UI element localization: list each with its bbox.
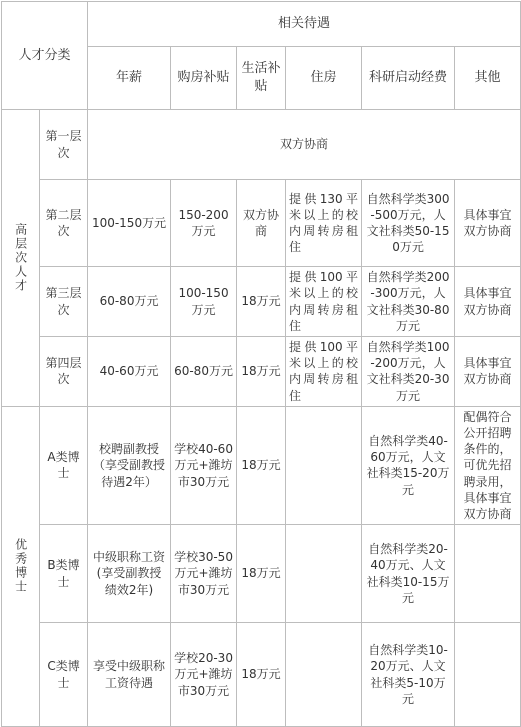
header-housing: 住房 [286, 47, 362, 110]
group-doctor-label: 优秀博士 [13, 538, 28, 595]
other-cell: 配偶符合公开招聘条件的，可优先招聘录用，具体事宜双方协商 [455, 406, 521, 524]
research-cell: 自然科学类100-200万元，人文社科类20-30万元 [362, 337, 455, 407]
header-benefits: 相关待遇 [88, 2, 521, 47]
research-cell: 自然科学类20-40万元、人文社科类10-15万元 [362, 525, 455, 623]
table-row [2, 623, 521, 727]
living-subsidy-cell: 18万元 [237, 525, 286, 623]
tier-level: B类博士 [40, 525, 88, 623]
housing-cell: 提供100平米以上的校内周转房租住 [286, 337, 362, 407]
group-doctor [2, 406, 40, 726]
salary-cell: 校聘副教授（享受副教授待遇2年） [88, 406, 171, 524]
group-high-level-label: 高层次人才 [13, 222, 28, 293]
housing-cell: 提供100平米以上的校内周转房租住 [286, 267, 362, 337]
salary-cell: 100-150万元 [88, 180, 171, 267]
salary-cell: 享受中级职称工资待遇 [88, 623, 171, 727]
tier-level: 第一层次 [40, 110, 88, 180]
housing-subsidy-cell: 学校20-30万元+潍坊市30万元 [171, 623, 237, 727]
tier-level: 第二层次 [40, 180, 88, 267]
housing-subsidy-cell: 60-80万元 [171, 337, 237, 407]
living-subsidy-cell: 18万元 [237, 267, 286, 337]
housing-subsidy-cell: 100-150万元 [171, 267, 237, 337]
other-cell: 具体事宜双方协商 [455, 267, 521, 337]
research-cell: 自然科学类10-20万元、人文社科类5-10万元 [362, 623, 455, 727]
salary-cell: 中级职称工资(享受副教授绩效2年) [88, 525, 171, 623]
group-high-level [2, 110, 40, 407]
tier-level: 第三层次 [40, 267, 88, 337]
tier1-text: 双方协商 [88, 110, 521, 180]
header-housing-subsidy: 购房补贴 [171, 47, 237, 110]
living-subsidy-cell: 双方协商 [237, 180, 286, 267]
tier-level: 第四层次 [40, 337, 88, 407]
research-cell: 自然科学类200-300万元，人文社科类30-80万元 [362, 267, 455, 337]
research-cell: 自然科学类300-500万元，人文社科类50-150万元 [362, 180, 455, 267]
header-row-1 [2, 2, 521, 47]
other-cell [455, 623, 521, 727]
talent-benefits-table [1, 1, 521, 727]
header-living-subsidy: 生活补贴 [237, 47, 286, 110]
housing-cell [286, 525, 362, 623]
table-row [2, 525, 521, 623]
header-talent-category: 人才分类 [2, 2, 88, 110]
other-cell [455, 525, 521, 623]
research-cell: 自然科学类40-60万元，人文社科类15-20万元 [362, 406, 455, 524]
tier-level: C类博士 [40, 623, 88, 727]
table-row [2, 267, 521, 337]
housing-subsidy-cell: 150-200万元 [171, 180, 237, 267]
housing-subsidy-cell: 学校40-60万元+潍坊市30万元 [171, 406, 237, 524]
housing-subsidy-cell: 学校30-50万元+潍坊市30万元 [171, 525, 237, 623]
table-row [2, 406, 521, 524]
other-cell: 具体事宜双方协商 [455, 180, 521, 267]
table-row [2, 110, 521, 180]
header-other: 其他 [455, 47, 521, 110]
housing-cell: 提供130平米以上的校内周转房租住 [286, 180, 362, 267]
living-subsidy-cell: 18万元 [237, 337, 286, 407]
header-annual-salary: 年薪 [88, 47, 171, 110]
other-cell: 具体事宜双方协商 [455, 337, 521, 407]
housing-cell [286, 406, 362, 524]
salary-cell: 40-60万元 [88, 337, 171, 407]
housing-cell [286, 623, 362, 727]
salary-cell: 60-80万元 [88, 267, 171, 337]
table-row [2, 180, 521, 267]
living-subsidy-cell: 18万元 [237, 623, 286, 727]
table-row [2, 337, 521, 407]
header-research-funding: 科研启动经费 [362, 47, 455, 110]
tier-level: A类博士 [40, 406, 88, 524]
living-subsidy-cell: 18万元 [237, 406, 286, 524]
